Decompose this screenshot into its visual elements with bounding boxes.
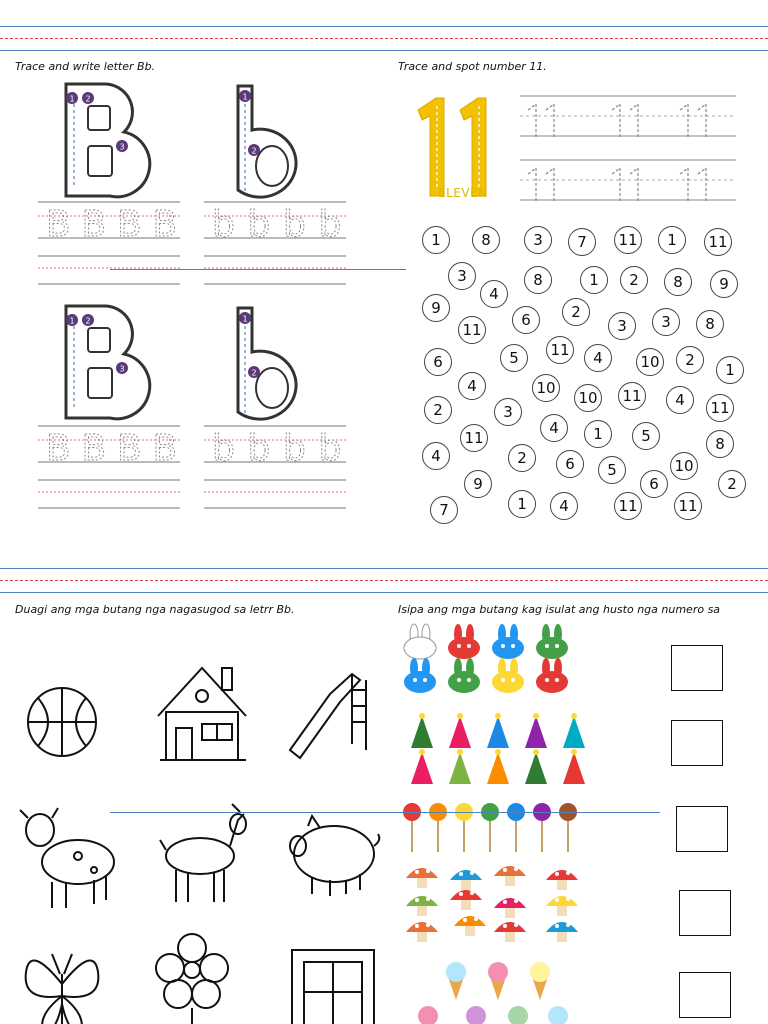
number-circle[interactable]: 11 <box>706 394 734 422</box>
svg-text:b: b <box>283 428 306 469</box>
number-circle[interactable]: 3 <box>652 308 680 336</box>
eleven-word: ELEVEN <box>438 186 488 200</box>
ice-cream-icon <box>508 1006 528 1024</box>
svg-text:2: 2 <box>251 368 257 378</box>
svg-text:1: 1 <box>242 314 248 324</box>
number-circle[interactable]: 11 <box>618 382 646 410</box>
number-circle[interactable]: 7 <box>430 496 458 524</box>
mid-dash-rule <box>0 580 768 581</box>
number-circle[interactable]: 1 <box>658 226 686 254</box>
goat-icon <box>160 804 246 902</box>
trace-letter-instruction: Trace and write letter Bb. <box>15 60 156 73</box>
svg-text:b: b <box>247 428 271 469</box>
mushroom-icon <box>406 922 438 942</box>
mushroom-icon <box>406 896 438 916</box>
party-hat-icon <box>411 713 433 748</box>
svg-text:B: B <box>117 428 142 469</box>
number-circle[interactable]: 6 <box>556 450 584 478</box>
number-circle[interactable]: 11 <box>546 336 574 364</box>
mushroom-icon <box>454 916 486 936</box>
number-circle[interactable]: 4 <box>550 492 578 520</box>
lollipop-icon <box>481 803 499 852</box>
bunny-icon <box>404 624 436 659</box>
number-circle[interactable]: 3 <box>524 226 552 254</box>
answer-box-lollipops[interactable] <box>676 806 728 852</box>
number-circle[interactable]: 10 <box>532 374 560 402</box>
lollipop-icon <box>429 803 447 852</box>
svg-text:b: b <box>247 204 271 245</box>
lollipop-icon <box>559 803 577 852</box>
pictures-area <box>0 624 380 1024</box>
number-circle[interactable]: 8 <box>664 268 692 296</box>
svg-text:B: B <box>117 204 142 245</box>
number-circle[interactable]: 10 <box>574 384 602 412</box>
svg-text:3: 3 <box>119 142 125 152</box>
number-circle[interactable]: 11 <box>704 228 732 256</box>
number-circle[interactable]: 10 <box>670 452 698 480</box>
number-circle[interactable]: 5 <box>598 456 626 484</box>
answer-box-mushrooms[interactable] <box>679 890 731 936</box>
flower-icon <box>156 934 228 1024</box>
number-circle[interactable]: 8 <box>472 226 500 254</box>
lollipop-icon <box>507 803 525 852</box>
number-circle[interactable]: 1 <box>584 420 612 448</box>
circle-letter-instruction: Duagi ang mga butang nga nagasugod sa letrr Bb. <box>15 603 295 616</box>
svg-text:B: B <box>152 428 178 469</box>
svg-text:2: 2 <box>85 94 91 104</box>
party-hat-icon <box>487 713 509 748</box>
bunny-icon <box>492 624 524 659</box>
top-rule-2 <box>0 50 768 51</box>
party-hat-icon <box>411 749 433 784</box>
svg-text:b: b <box>212 204 235 245</box>
number-circle[interactable]: 5 <box>500 344 528 372</box>
pig-icon <box>290 816 379 896</box>
count-objects-instruction: Isipa ang mga butang kag isulat ang husto nga numero sa <box>398 603 721 616</box>
trace-number-instruction: Trace and spot number 11. <box>398 60 547 73</box>
svg-text:B: B <box>46 428 71 469</box>
window-icon <box>292 950 374 1024</box>
svg-text:b: b <box>318 428 342 469</box>
mushroom-icon <box>494 866 526 886</box>
number-circle[interactable]: 4 <box>458 372 486 400</box>
number-circle[interactable]: 8 <box>524 266 552 294</box>
mushroom-icon <box>406 868 438 888</box>
svg-text:b: b <box>212 428 235 469</box>
number-circle[interactable]: 10 <box>636 348 664 376</box>
svg-text:1: 1 <box>242 92 248 102</box>
mushroom-icon <box>494 898 526 918</box>
ice-cream-icon <box>488 962 508 1000</box>
number-circle[interactable]: 1 <box>716 356 744 384</box>
bunny-icon <box>448 658 480 693</box>
number-circle[interactable]: 4 <box>540 414 568 442</box>
ice-cream-icon <box>466 1006 486 1024</box>
svg-text:2: 2 <box>251 146 257 156</box>
bunny-icon <box>448 624 480 659</box>
bunny-icon <box>536 658 568 693</box>
number-circle[interactable]: 2 <box>718 470 746 498</box>
mushroom-icon <box>546 870 578 890</box>
ice-cream-icon <box>530 962 550 1000</box>
number-circle[interactable]: 6 <box>424 348 452 376</box>
butterfly-icon <box>26 954 99 1024</box>
number-circle[interactable]: 3 <box>608 312 636 340</box>
svg-text:b: b <box>283 204 306 245</box>
number-circle[interactable]: 1 <box>508 490 536 518</box>
party-hat-icon <box>563 749 585 784</box>
number-circle[interactable]: 9 <box>710 270 738 298</box>
mid-rule <box>0 568 768 569</box>
svg-text:B: B <box>81 204 107 245</box>
number-circle[interactable]: 2 <box>424 396 452 424</box>
number-circle[interactable]: 6 <box>512 306 540 334</box>
basketball-icon <box>28 688 96 756</box>
svg-text:3: 3 <box>119 364 125 374</box>
number-circle[interactable]: 8 <box>696 310 724 338</box>
top-rule <box>0 26 768 27</box>
number-circle[interactable]: 9 <box>422 294 450 322</box>
mushroom-icon <box>450 870 482 890</box>
number-circle[interactable]: 9 <box>464 470 492 498</box>
party-hat-icon <box>563 713 585 748</box>
number-circle[interactable]: 11 <box>460 424 488 452</box>
ice-cream-icon <box>446 962 466 1000</box>
number-circle[interactable]: 2 <box>562 298 590 326</box>
stray-line-2 <box>110 812 660 813</box>
answer-box-ice-creams[interactable] <box>679 972 731 1018</box>
party-hat-icon <box>487 749 509 784</box>
slide-icon <box>290 674 366 758</box>
number-circle[interactable]: 2 <box>676 346 704 374</box>
ice-cream-icon <box>548 1006 568 1024</box>
mushroom-icon <box>546 922 578 942</box>
number-circle[interactable]: 11 <box>614 492 642 520</box>
mid-rule-2 <box>0 592 768 593</box>
number-circle[interactable]: 11 <box>614 226 642 254</box>
mushroom-icon <box>450 890 482 910</box>
mushroom-icon <box>546 896 578 916</box>
top-dash-rule <box>0 38 768 39</box>
number-circle[interactable]: 8 <box>706 430 734 458</box>
bunny-icon <box>492 658 524 693</box>
number-circle[interactable]: 3 <box>448 262 476 290</box>
lollipop-icon <box>403 803 421 852</box>
party-hat-icon <box>449 713 471 748</box>
svg-text:b: b <box>318 204 342 245</box>
answer-box-party-hats[interactable] <box>671 720 723 766</box>
number-circle[interactable]: 1 <box>422 226 450 254</box>
lollipop-icon <box>533 803 551 852</box>
number-circle[interactable]: 3 <box>494 398 522 426</box>
number-circle[interactable]: 4 <box>584 344 612 372</box>
letter-tracing-area <box>0 70 400 550</box>
number-circle[interactable]: 2 <box>620 266 648 294</box>
house-icon <box>158 668 246 760</box>
number-circle[interactable]: 11 <box>674 492 702 520</box>
number-circle[interactable]: 7 <box>568 228 596 256</box>
bunny-icon <box>404 658 436 693</box>
party-hat-icon <box>525 749 547 784</box>
svg-text:2: 2 <box>85 316 91 326</box>
number-circle[interactable]: 11 <box>458 316 486 344</box>
answer-box-bunnies[interactable] <box>671 645 723 691</box>
svg-text:B: B <box>46 204 71 245</box>
party-hat-icon <box>449 749 471 784</box>
ice-cream-icon <box>418 1006 438 1024</box>
svg-text:1: 1 <box>69 316 75 326</box>
stray-line-1 <box>110 269 406 270</box>
bunny-icon <box>536 624 568 659</box>
number-circle[interactable]: 6 <box>640 470 668 498</box>
lollipop-icon <box>455 803 473 852</box>
svg-text:B: B <box>81 428 107 469</box>
number-circle[interactable]: 4 <box>422 442 450 470</box>
number-circle[interactable]: 2 <box>508 444 536 472</box>
cow-icon <box>20 808 114 908</box>
party-hat-icon <box>525 713 547 748</box>
number-circle[interactable]: 5 <box>632 422 660 450</box>
number-circle[interactable]: 1 <box>580 266 608 294</box>
svg-text:1: 1 <box>69 94 75 104</box>
number-circle[interactable]: 4 <box>480 280 508 308</box>
eleven-trace-rows <box>520 92 740 202</box>
svg-text:B: B <box>152 204 178 245</box>
counting-objects-area <box>398 624 598 1024</box>
mushroom-icon <box>494 922 526 942</box>
number-circle[interactable]: 4 <box>666 386 694 414</box>
